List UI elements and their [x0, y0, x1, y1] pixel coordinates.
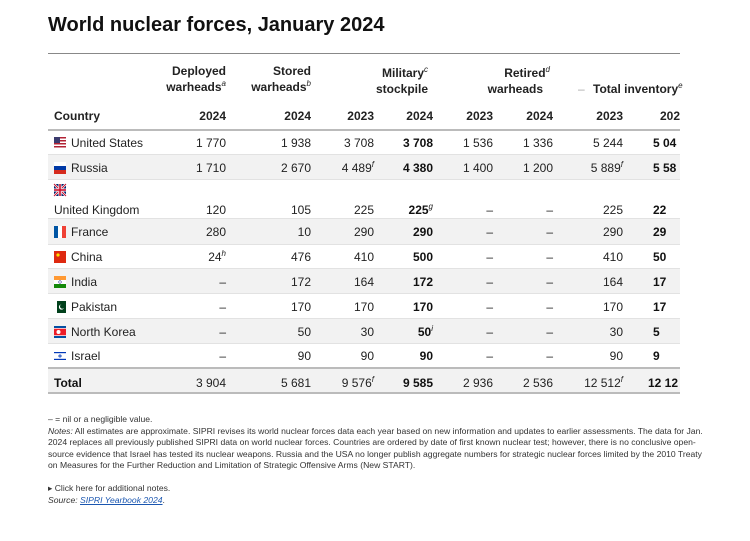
cell-ret2023: –	[486, 300, 493, 314]
cell-ret2023: –	[486, 225, 493, 239]
cell-stored: 1 938	[280, 136, 311, 150]
total-military-2023: 9 576$^f$	[341, 375, 374, 390]
country-name: United States	[71, 136, 144, 150]
cell-ret2024: 1 200	[522, 161, 553, 175]
table-notes	[48, 414, 708, 506]
year-military-2024: 2024	[406, 109, 433, 123]
cell-stored: 170	[290, 300, 311, 314]
cell-mil2024: 172	[412, 275, 433, 289]
cell-tot2024: 29	[653, 225, 667, 239]
cell-mil2023: 3 708	[343, 136, 374, 150]
header-country: Country	[54, 109, 100, 123]
cell-ret2023: –	[486, 275, 493, 289]
year-total-2023: 2023	[596, 109, 623, 123]
country-cell	[54, 324, 136, 340]
cell-tot2023: 90	[609, 349, 623, 363]
table-row	[48, 269, 680, 294]
country-name: India	[71, 275, 98, 289]
country-cell	[54, 184, 139, 218]
table-row	[48, 180, 680, 219]
country-name: China	[71, 250, 103, 264]
cell-tot2024: 5 04	[653, 136, 677, 150]
total-label: Total	[54, 376, 82, 390]
cell-tot2024: 17	[653, 300, 667, 314]
cell-stored: 172	[290, 275, 311, 289]
header-stored-line2: warheads$^b$	[251, 79, 311, 94]
cell-tot2023: 30	[609, 325, 623, 339]
cell-mil2023: 90	[360, 349, 374, 363]
cell-tot2024: 22	[653, 203, 667, 217]
cell-mil2023: 4 489$^f$	[341, 160, 374, 175]
cell-deployed: –	[219, 300, 226, 314]
header-military-line1: Military$^c$	[381, 65, 428, 80]
north-korea-flag	[54, 326, 66, 338]
cell-mil2024: 290	[412, 225, 433, 239]
cell-tot2023: 170	[602, 300, 623, 314]
cell-mil2023: 30	[360, 325, 374, 339]
cell-ret2024: –	[546, 325, 553, 339]
cell-tot2023: 5 889$^f$	[590, 160, 623, 175]
cell-stored: 90	[297, 349, 311, 363]
page-title: World nuclear forces, January 2024	[48, 14, 385, 36]
cell-stored: 10	[297, 225, 311, 239]
additional-notes-link[interactable]: ▸ Click here for additional notes.	[48, 482, 171, 493]
total-retired-2024: 2 536	[522, 376, 553, 390]
russia-flag	[54, 162, 66, 174]
country-cell	[54, 299, 117, 315]
header-deployed-line2: warheads$^a$	[166, 79, 226, 94]
cell-ret2023: –	[486, 250, 493, 264]
cell-mil2024: 90	[419, 349, 433, 363]
cell-mil2024: 500	[412, 250, 433, 264]
cell-deployed: 1 710	[195, 161, 226, 175]
cell-deployed: 24$^h$	[208, 249, 226, 264]
cell-mil2023: 170	[353, 300, 374, 314]
cell-ret2023: 1 536	[462, 136, 493, 150]
cell-stored: 50	[297, 325, 311, 339]
cell-tot2023: 410	[602, 250, 623, 264]
cell-mil2024: 225$^g$	[408, 202, 433, 217]
cell-tot2024: 5	[653, 325, 660, 339]
header-retired-line2: warheads	[487, 82, 543, 96]
cell-mil2024: 50$^i$	[417, 324, 433, 339]
header-stored-line1: Stored	[272, 64, 311, 78]
cell-ret2024: –	[546, 300, 553, 314]
total-stored: 5 681	[280, 376, 311, 390]
year-retired-2024: 2024	[526, 109, 553, 123]
cell-ret2024: –	[546, 275, 553, 289]
country-cell	[54, 274, 97, 290]
table-top-rule	[48, 53, 680, 54]
year-retired-2023: 2023	[466, 109, 493, 123]
cell-tot2023: 5 244	[592, 136, 623, 150]
cell-mil2024: 4 380	[402, 161, 433, 175]
year-stored-2024: 2024	[284, 109, 311, 123]
cell-deployed: 280	[205, 225, 226, 239]
total-total-2024: 12 12	[648, 376, 679, 390]
cell-tot2023: 290	[602, 225, 623, 239]
china-flag	[54, 251, 66, 263]
cell-stored: 476	[290, 250, 311, 264]
cell-ret2024: –	[546, 203, 553, 217]
cell-ret2023: –	[486, 203, 493, 217]
country-name: France	[71, 225, 109, 239]
table-row	[48, 319, 680, 344]
header-total-line1: Total inventory$^e$	[593, 81, 683, 96]
nuclear-forces-table	[48, 53, 683, 395]
cell-deployed: –	[219, 349, 226, 363]
cell-tot2024: 50	[653, 250, 667, 264]
source-link[interactable]: SIPRI Yearbook 2024	[80, 494, 163, 505]
cell-deployed: –	[219, 325, 226, 339]
table-row	[48, 155, 680, 180]
header-deployed-line1: Deployed	[171, 64, 226, 78]
india-flag	[54, 276, 66, 288]
table-row	[48, 219, 680, 245]
header-retired-line1: Retired$^d$	[504, 65, 550, 80]
total-total-2023: 12 512$^f$	[584, 375, 623, 390]
cell-ret2023: –	[486, 325, 493, 339]
cell-deployed: –	[219, 275, 226, 289]
total-deployed: 3 904	[195, 376, 226, 390]
cell-tot2024: 9	[653, 349, 660, 363]
source-line: Source: SIPRI Yearbook 2024.	[48, 494, 165, 505]
cell-mil2023: 225	[353, 203, 374, 217]
cell-deployed: 120	[205, 203, 226, 217]
cell-stored: 105	[290, 203, 311, 217]
cell-mil2023: 410	[353, 250, 374, 264]
cell-ret2024: –	[546, 349, 553, 363]
country-name: United Kingdom	[54, 203, 140, 217]
cell-tot2024: 5 58	[653, 161, 677, 175]
cell-ret2024: 1 336	[522, 136, 553, 150]
cell-ret2023: 1 400	[462, 161, 493, 175]
header-military-line2: stockpile	[375, 82, 428, 96]
year-deployed-2024: 2024	[199, 109, 226, 123]
cell-stored: 2 670	[280, 161, 311, 175]
country-cell	[54, 160, 108, 176]
uk-flag	[54, 184, 66, 196]
country-cell	[54, 224, 108, 240]
nil-legend: – = nil or a negligible value.	[48, 414, 153, 424]
country-name: Pakistan	[71, 300, 118, 314]
header-total-dash: –	[578, 82, 585, 96]
cell-tot2024: 17	[653, 275, 667, 289]
country-cell	[54, 135, 143, 151]
cell-mil2024: 3 708	[402, 136, 433, 150]
country-name: North Korea	[71, 325, 136, 339]
year-military-2023: 2023	[347, 109, 374, 123]
cell-tot2023: 225	[602, 203, 623, 217]
cell-ret2024: –	[546, 225, 553, 239]
us-flag	[54, 137, 66, 149]
table-row	[48, 245, 680, 269]
table-row	[48, 294, 680, 319]
table-row	[48, 344, 680, 367]
year-total-2024: 202	[660, 109, 681, 123]
total-row	[48, 367, 680, 394]
cell-tot2023: 164	[602, 275, 623, 289]
cell-mil2023: 290	[353, 225, 374, 239]
total-military-2024: 9 585	[402, 376, 433, 390]
country-name: Russia	[71, 161, 108, 175]
notes-paragraph: Notes: All estimates are approximate. SIPRI revises its world nuclear forces data each year based on new information and updates to earlier assessments. The data for Jan. 2024 replaces all previously published SIPRI data on world nuclear forces. Countries are ordered by date of first known nuclear test; however, there is no conclusive open-source evidence that Israel has tested its nuclear weapons. Russia and the USA no longer publish aggregate numbers for strategic nuclear forces limited by the 2010 Treaty on Measures for the Further Reduction and Limitation of Strategic Offensive Arms (New START).	[48, 425, 703, 471]
cell-mil2023: 164	[353, 275, 374, 289]
israel-flag	[54, 350, 66, 362]
total-retired-2023: 2 936	[462, 376, 493, 390]
cell-mil2024: 170	[412, 300, 433, 314]
table-row	[48, 131, 680, 155]
country-name: Israel	[71, 349, 101, 363]
cell-deployed: 1 770	[195, 136, 226, 150]
cell-ret2023: –	[486, 349, 493, 363]
france-flag	[54, 226, 66, 238]
country-cell	[54, 249, 102, 265]
cell-ret2024: –	[546, 250, 553, 264]
pakistan-flag	[54, 301, 66, 313]
country-cell	[54, 348, 100, 364]
